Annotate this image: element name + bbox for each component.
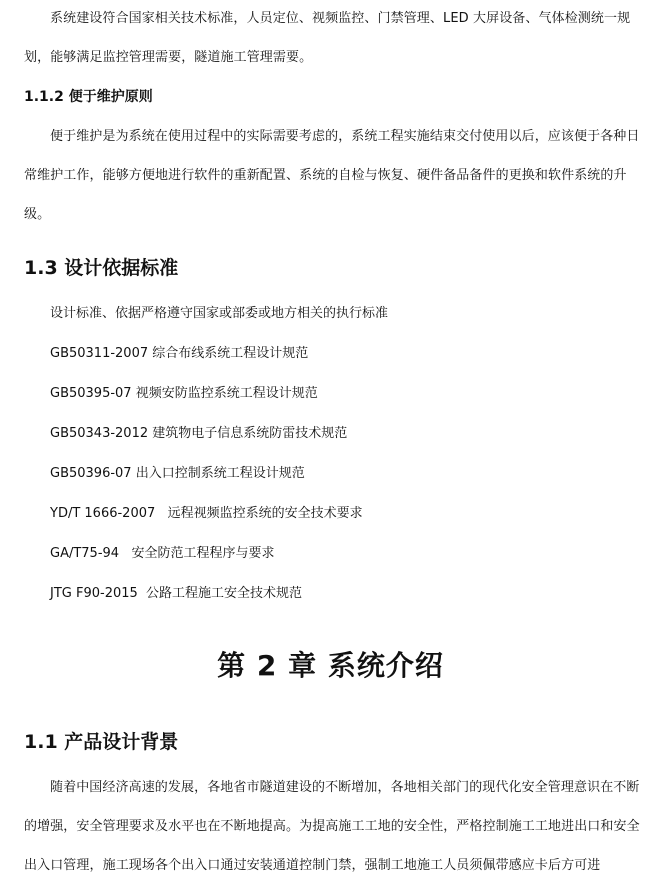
- paragraph-intro-text: 系统建设符合国家相关技术标准，人员定位、视频监控、门禁管理、LED 大屏设备、气体检测统一规划，能够满足监控管理需要，隧道施工管理需要。: [24, 11, 631, 65]
- list-item: YD/T 1666-2007 远程视频监控系统的安全技术要求: [50, 506, 363, 521]
- list-item: 设计标准、依据严格遵守国家或部委或地方相关的执行标准: [50, 306, 389, 321]
- paragraph-background-text: 随着中国经济高速的发展，各地省市隧道建设的不断增加，各地相关部门的现代化安全管理意识在不断的增强，安全管理要求及水平也在不断地提高。为提高施工工地的安全性，严格控制施工工地进出口和安全出入口管理，施工现场各个出入口通过安装通道控制门禁，强制工地施工人员须佩带感应卡后方可进: [24, 780, 640, 873]
- paragraph-background: [24, 768, 649, 885]
- list-item: GA/T75-94 安全防范工程程序与要求: [50, 546, 275, 561]
- standards-list: [50, 300, 388, 620]
- paragraph-maintenance: [24, 117, 649, 234]
- chapter-title: 第 2 章 系统介绍: [217, 649, 444, 682]
- paragraph-maintenance-text: 便于维护是为系统在使用过程中的实际需要考虑的，系统工程实施结束交付使用以后，应该便于各种日常维护工作，能够方便地进行软件的重新配置、系统的自检与恢复、硬件备品备件的更换和软件系统的升级。: [24, 129, 640, 222]
- list-item: JTG F90-2015 公路工程施工安全技术规范: [50, 586, 303, 601]
- section-heading-1-3: 1.3 设计依据标准: [24, 257, 179, 279]
- list-item: GB50395-07 视频安防监控系统工程设计规范: [50, 386, 318, 401]
- paragraph-intro: [24, 0, 649, 77]
- list-item: GB50396-07 出入口控制系统工程设计规范: [50, 466, 305, 481]
- list-item: GB50343-2012 建筑物电子信息系统防雷技术规范: [50, 426, 348, 441]
- section-heading-1-1-2: 1.1.2 便于维护原则: [24, 89, 153, 105]
- list-item: GB50311-2007 综合布线系统工程设计规范: [50, 346, 309, 361]
- section-heading-1-1: 1.1 产品设计背景: [24, 731, 179, 753]
